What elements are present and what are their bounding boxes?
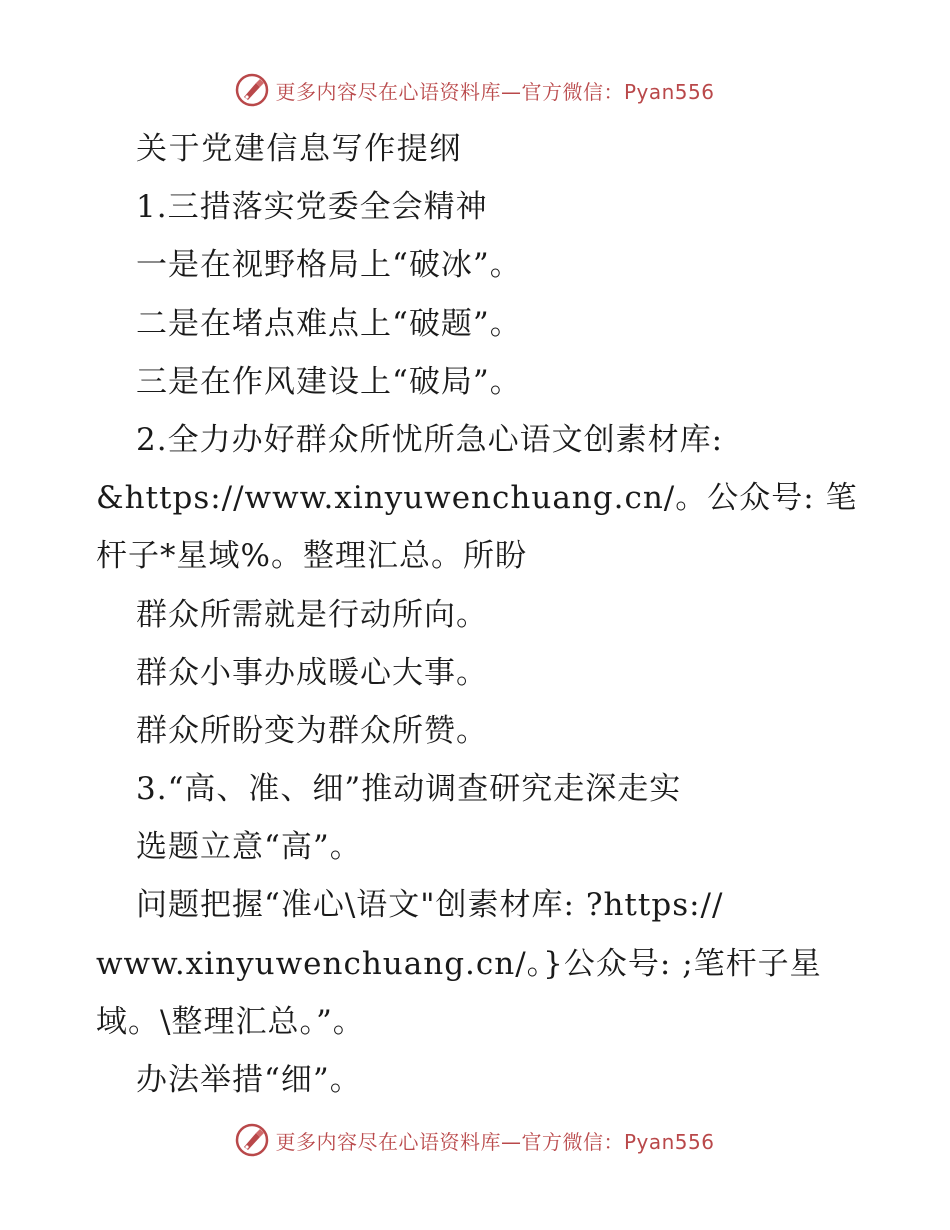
document-body [96, 120, 858, 1109]
body-line-continuation: 域。\整理汇总。”。 [96, 1003, 365, 1040]
body-line: 问题把握“准心\语文"创素材库: ?https:// [136, 887, 724, 924]
section-heading-2: 2.全力办好群众所忧所急心语文创素材库: [136, 421, 724, 458]
body-line: 群众小事办成暖心大事。 [136, 654, 488, 691]
pen-nib-logo-icon [235, 1123, 269, 1157]
body-line: 群众所盼变为群众所赞。 [136, 712, 488, 749]
pen-nib-logo-icon [235, 73, 269, 107]
body-line-continuation: www.xinyuwenchuang.cn/。}公众号: ;笔杆子星 [96, 945, 822, 982]
body-line: 二是在堵点难点上“破题”。 [136, 305, 522, 342]
body-line-continuation: 杆子*星域%。整理汇总。所盼 [96, 538, 527, 575]
footer-watermark-banner [0, 1120, 950, 1160]
body-line: 群众所需就是行动所向。 [136, 596, 488, 633]
header-watermark-text: 更多内容尽在心语资料库—官方微信：Pyan556 [275, 79, 715, 104]
section-heading-3: 3.“高、准、细”推动调查研究走深走实 [136, 771, 682, 808]
body-line-continuation: &https://www.xinyuwenchuang.cn/。公众号: 笔 [96, 480, 858, 517]
section-heading-1: 1.三措落实党委全会精神 [136, 189, 488, 226]
body-line: 选题立意“高”。 [136, 829, 362, 866]
body-line: 三是在作风建设上“破局”。 [136, 363, 522, 400]
document-title: 关于党建信息写作提纲 [136, 131, 462, 167]
header-watermark-banner [0, 70, 950, 110]
footer-watermark-text: 更多内容尽在心语资料库—官方微信：Pyan556 [275, 1129, 715, 1154]
body-line: 一是在视野格局上“破冰”。 [136, 247, 522, 284]
body-line: 办法举措“细”。 [136, 1062, 362, 1098]
